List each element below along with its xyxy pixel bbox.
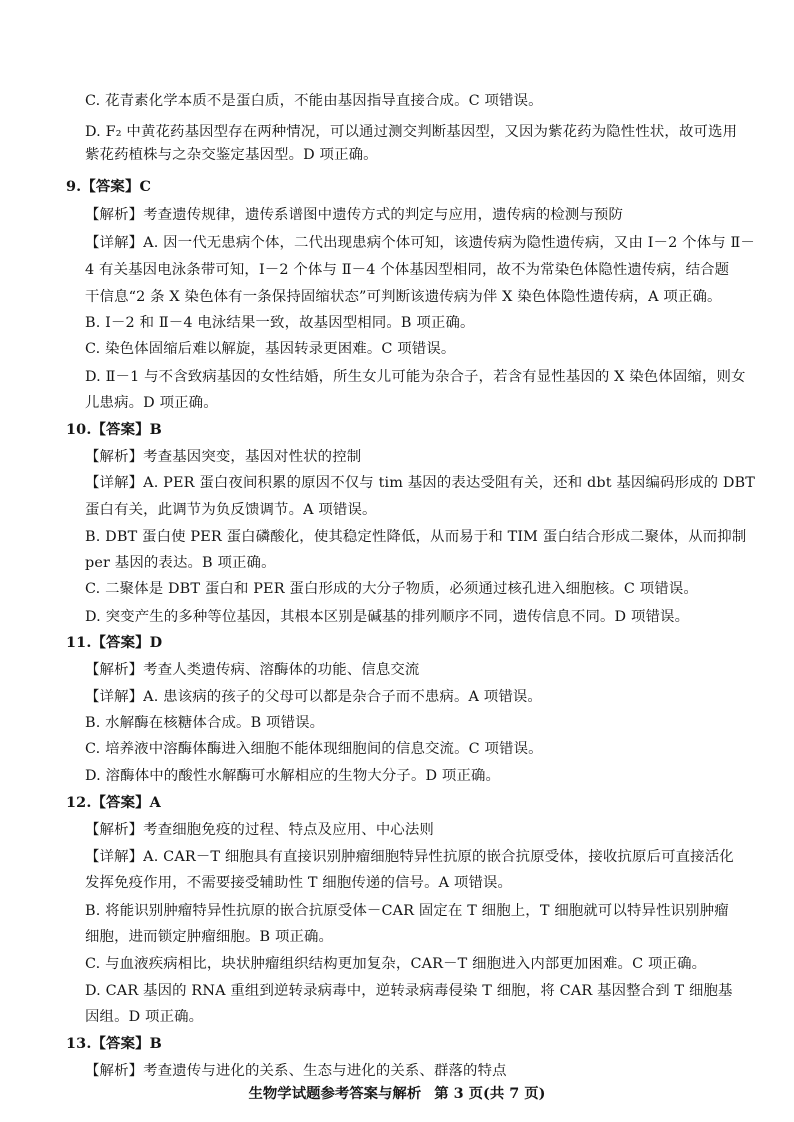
text-line: 【解析】考查遗传与进化的关系、生态与进化的关系、群落的特点 — [85, 1063, 507, 1079]
footer-page-number: 第 3 页(共 7 页) — [434, 1085, 546, 1102]
text-line: 【详解】A. 患该病的孩子的父母可以都是杂合子而不患病。A 项错误。 — [85, 689, 542, 705]
answer-heading: 12.【答案】A — [66, 794, 161, 811]
text-line: B. DBT 蛋白使 PER 蛋白磷酸化，使其稳定性降低，从而易于和 TIM 蛋白结合形成二聚体，从而抑制 — [85, 529, 747, 545]
text-line: 干信息“2 条 X 染色体有一条保持固缩状态”可判断该遗传病为伴 X 染色体隐性遗传病，A 项正确。 — [85, 289, 722, 305]
text-line: B. 水解酶在核糖体合成。B 项错误。 — [85, 715, 325, 731]
text-line: C. 与血液疾病相比，块状肿瘤组织结构更加复杂，CAR－T 细胞进入内部更加困难。C 项正确。 — [85, 956, 707, 972]
page-footer — [0, 1085, 794, 1103]
text-line: 【详解】A. PER 蛋白夜间积累的原因不仅与 tim 基因的表达受阻有关，还和 dbt 基因编码形成的 DBT — [85, 475, 756, 491]
answer-heading: 11.【答案】D — [66, 634, 163, 651]
text-line: C. 花青素化学本质不是蛋白质，不能由基因指导直接合成。C 项错误。 — [85, 93, 543, 109]
text-line: D. F₂ 中黄花药基因型存在两种情况，可以通过测交判断基因型，又因为紫花药为隐性性状，故可选用 — [85, 124, 738, 140]
answer-heading: 9.【答案】C — [66, 178, 152, 195]
text-line: 【解析】考查人类遗传病、溶酶体的功能、信息交流 — [85, 662, 420, 678]
answer-heading: 10.【答案】B — [66, 421, 162, 438]
text-line: D. Ⅱ－1 与不含致病基因的女性结婚，所生女儿可能为杂合子，若含有显性基因的 X 染色体固缩，则女 — [85, 369, 746, 385]
text-line: 因组。D 项正确。 — [85, 1009, 204, 1025]
text-line: 【解析】考查细胞免疫的过程、特点及应用、中心法则 — [85, 822, 434, 838]
text-line: 4 有关基因电泳条带可知，Ⅰ－2 个体与 Ⅱ－4 个体基因型相同，故不为常染色体隐性遗传病，结合题 — [85, 262, 730, 278]
text-line: 紫花药植株与之杂交鉴定基因型。D 项正确。 — [85, 147, 378, 163]
text-line: 发挥免疫作用，不需要接受辅助性 T 细胞传递的信号。A 项错误。 — [85, 875, 513, 891]
text-line: 蛋白有关，此调节为负反馈调节。A 项错误。 — [85, 502, 377, 518]
text-line: B. 将能识别肿瘤特异性抗原的嵌合抗原受体－CAR 固定在 T 细胞上，T 细胞就可以特异性识别肿瘤 — [85, 903, 729, 919]
text-line: B. Ⅰ－2 和 Ⅱ－4 电泳结果一致，故基因型相同。B 项正确。 — [85, 315, 475, 331]
text-line: C. 二聚体是 DBT 蛋白和 PER 蛋白形成的大分子物质，必须通过核孔进入细胞核。C 项错误。 — [85, 581, 698, 597]
text-line: 细胞，进而锁定肿瘤细胞。B 项正确。 — [85, 929, 334, 945]
text-line: 【解析】考查基因突变，基因对性状的控制 — [85, 449, 362, 465]
text-line: 【解析】考查遗传规律，遗传系谱图中遗传方式的判定与应用，遗传病的检测与预防 — [85, 207, 624, 223]
text-line: D. CAR 基因的 RNA 重组到逆转录病毒中，逆转录病毒侵染 T 细胞，将 CAR 基因整合到 T 细胞基 — [85, 983, 733, 999]
answer-heading: 13.【答案】B — [66, 1035, 162, 1052]
text-line: 【详解】A. 因一代无患病个体，二代出现患病个体可知，该遗传病为隐性遗传病，又由 Ⅰ－2 个体与 Ⅱ－ — [85, 235, 755, 251]
text-line: D. 溶酶体中的酸性水解酶可水解相应的生物大分子。D 项正确。 — [85, 768, 501, 784]
text-line: D. 突变产生的多种等位基因，其根本区别是碱基的排列顺序不同，遗传信息不同。D 项错误。 — [85, 609, 690, 625]
text-line: 【详解】A. CAR－T 细胞具有直接识别肿瘤细胞特异性抗原的嵌合抗原受体，接收抗原后可直接活化 — [85, 849, 734, 865]
text-line: 儿患病。D 项正确。 — [85, 395, 218, 411]
text-line: per 基因的表达。B 项正确。 — [85, 555, 276, 571]
text-line: C. 染色体固缩后难以解旋，基因转录更困难。C 项错误。 — [85, 341, 456, 357]
footer-title: 生物学试题参考答案与解析 — [248, 1085, 422, 1102]
text-line: C. 培养液中溶酶体酶进入细胞不能体现细胞间的信息交流。C 项错误。 — [85, 741, 543, 757]
